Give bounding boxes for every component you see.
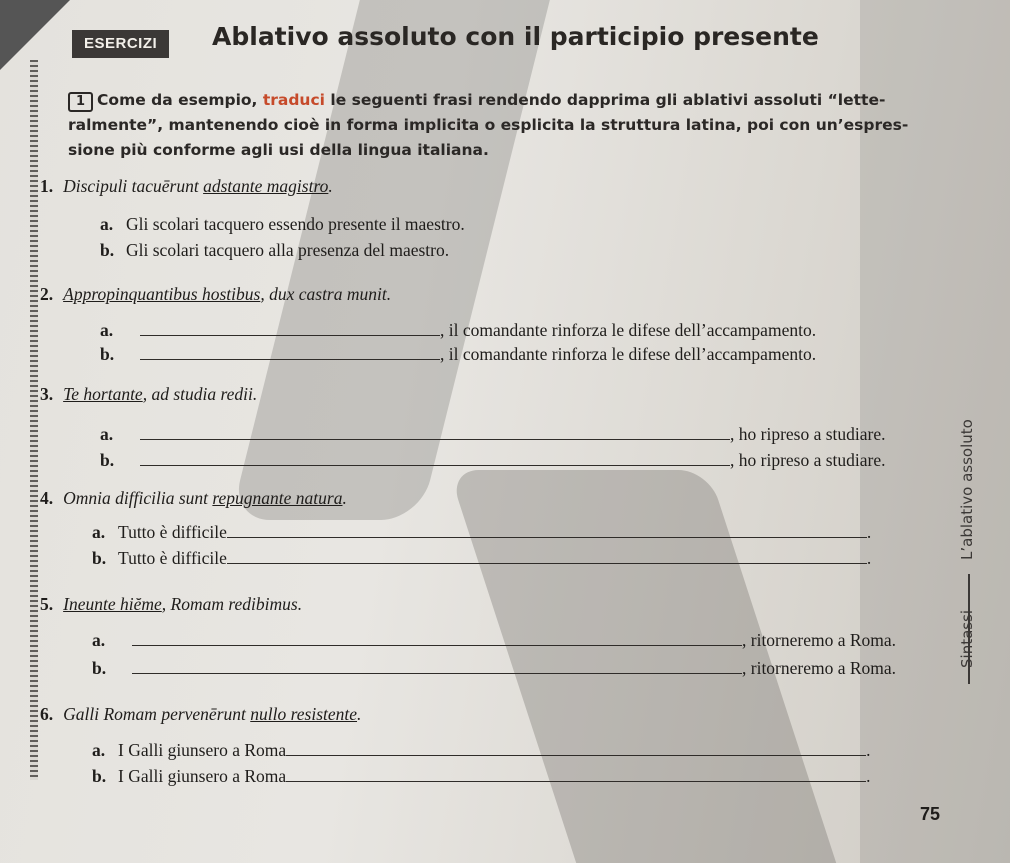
answer-blank[interactable] — [227, 523, 867, 538]
binding-strip — [30, 60, 38, 780]
side-label-chapter: L’ablativo assoluto — [958, 419, 976, 560]
answer-blank[interactable] — [140, 345, 440, 360]
answer-5b[interactable]: b. , ritorneremo a Roma. — [92, 658, 897, 678]
highlight-verb: traduci — [262, 91, 325, 109]
answer-blank[interactable] — [140, 451, 730, 466]
page-number: 75 — [920, 804, 941, 824]
answer-blank[interactable] — [132, 659, 742, 674]
answer-6a[interactable]: a. I Galli giunsero a Roma . — [92, 740, 871, 760]
answer-4b[interactable]: b. Tutto è difficile . — [92, 548, 872, 568]
sentence-1: 1. Discipuli tacuērunt adstante magistro. — [40, 176, 333, 196]
sentence-3: 3. Te hortante, ad studia redii. — [40, 384, 258, 404]
answer-blank[interactable] — [132, 631, 742, 646]
sentence-6: 6. Galli Romam pervenērunt nullo resistente. — [40, 704, 362, 724]
answer-blank[interactable] — [286, 741, 866, 756]
answer-blank[interactable] — [227, 549, 867, 564]
sentence-4: 4. Omnia difficilia sunt repugnante natura. — [40, 488, 347, 508]
answer-3b[interactable]: b. , ho ripreso a studiare. — [100, 450, 886, 470]
answer-3a[interactable]: a. , ho ripreso a studiare. — [100, 424, 886, 444]
answer-2b[interactable]: b. , il comandante rinforza le difese dell’accampamento. — [100, 344, 817, 364]
answer-1b: b. Gli scolari tacquero alla presenza del maestro. — [100, 240, 450, 260]
side-label-section: Sintassi — [958, 609, 976, 668]
answer-5a[interactable]: a. , ritorneremo a Roma. — [92, 630, 897, 650]
answer-blank[interactable] — [286, 767, 866, 782]
answer-blank[interactable] — [140, 321, 440, 336]
instructions: 1 Come da esempio, traduci le seguenti frasi rendendo dapprima gli ablativi assoluti “lette-ralmente”, mantenendo cioè in forma implicita o esplicita la struttura latina, poi con un’espres-sione più conforme agli usi della lingua italiana. — [68, 91, 909, 159]
exercises-badge: ESERCIZI — [72, 30, 169, 58]
sentence-2: 2. Appropinquantibus hostibus, dux castra munit. — [40, 284, 392, 304]
answer-blank[interactable] — [140, 425, 730, 440]
exercise-number: 1 — [68, 92, 93, 112]
answer-1a: a. Gli scolari tacquero essendo presente il maestro. — [100, 214, 465, 234]
answer-6b[interactable]: b. I Galli giunsero a Roma . — [92, 766, 871, 786]
sentence-5: 5. Ineunte hiĕme, Romam redibimus. — [40, 594, 303, 614]
answer-4a[interactable]: a. Tutto è difficile . — [92, 522, 872, 542]
answer-2a[interactable]: a. , il comandante rinforza le difese dell’accampamento. — [100, 320, 817, 340]
page-title: Ablativo assoluto con il participio presente — [212, 22, 819, 51]
